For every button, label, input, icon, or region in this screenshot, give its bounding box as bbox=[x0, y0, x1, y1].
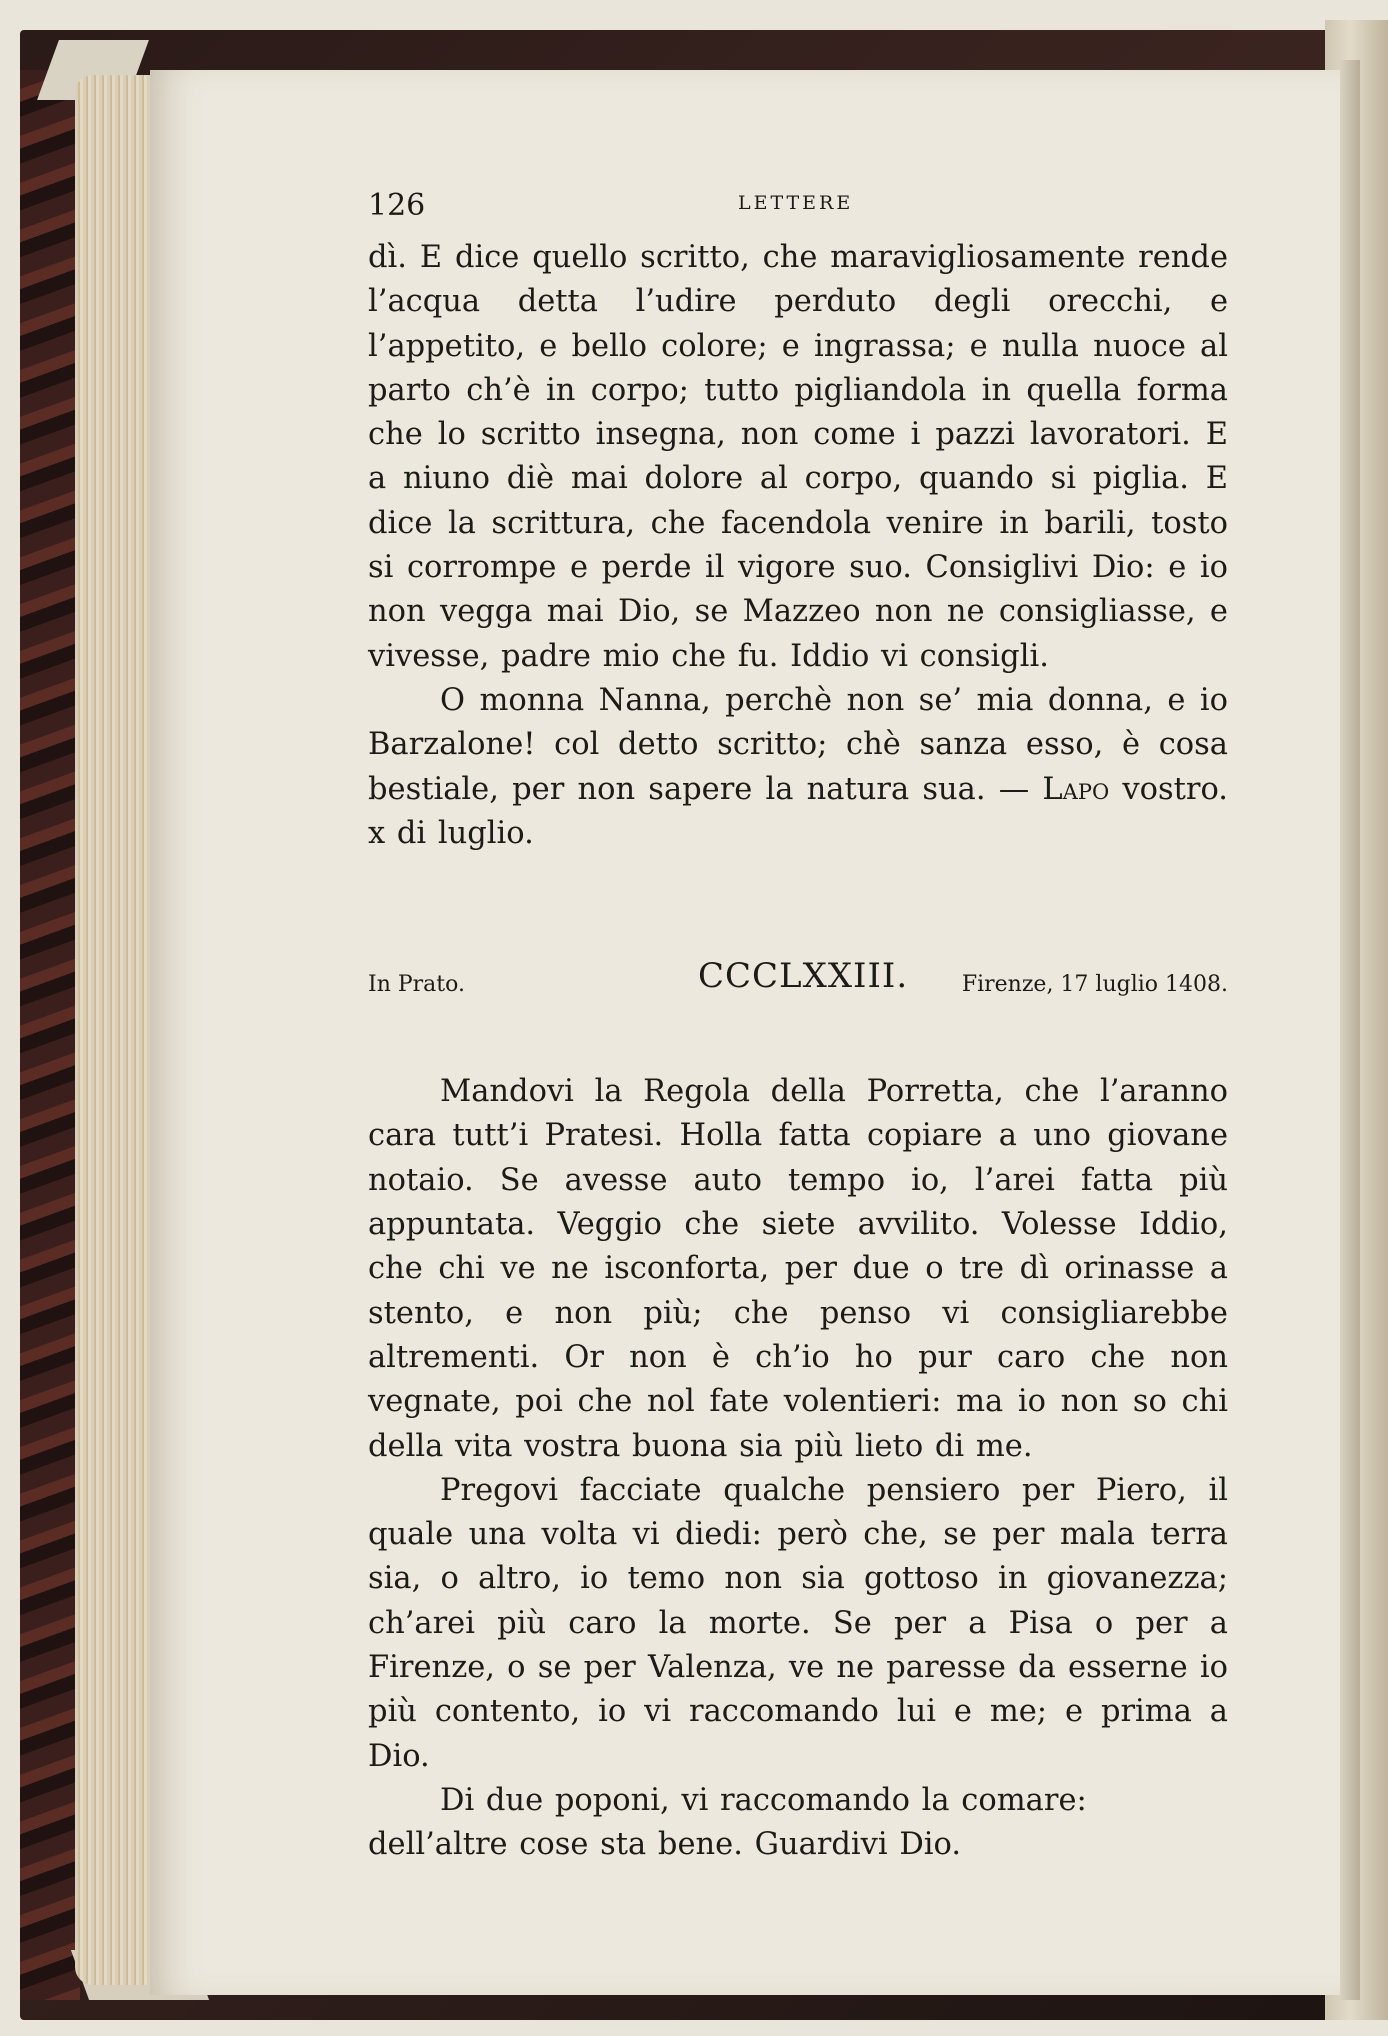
letter-heading bbox=[368, 956, 1228, 1016]
letter-paragraph: Pregovi facciate qualche pensiero per Piero, il quale una volta vi diedi: però che, se per mala terra sia, o altro, io temo non sia gottoso in giovanezza; ch’arei più caro la morte. Se per a Pisa o per a Firenze, o se per Valenza, ve ne paresse da esserne io più contento, io vi raccomando lui e me; e prima a Dio. bbox=[368, 1472, 1228, 1774]
page-gutter bbox=[1340, 60, 1360, 2000]
letter-place-date: Firenze, 17 luglio 1408. bbox=[961, 972, 1228, 998]
letter-paragraph: Mandovi la Regola della Porretta, che l’aranno cara tutt’i Pratesi. Holla fatta copiare a uno giovane notaio. Se avesse auto tempo io, l’arei fatta più appuntata. Veggio che siete avvilito. Volesse Iddio, che chi ve ne isconforta, per due o tre dì orinasse a stento, e non più; che penso vi consigliarebbe altrementi. Or non è ch’io ho pur caro che non vegnate, poi che nol fate volentieri: ma io non so chi della vita vostra buona sia più lieto di me. bbox=[368, 1074, 1228, 1464]
recipient-place: In Prato. bbox=[368, 972, 465, 998]
page-header bbox=[368, 180, 1228, 236]
marbled-binding bbox=[20, 70, 80, 2000]
letter-number: CCCLXXIII. bbox=[698, 956, 909, 997]
letter-closing-paragraph bbox=[368, 679, 1228, 856]
text-block bbox=[368, 180, 1228, 1868]
letter-paragraph: dì. E dice quello scritto, che maravigliosamente rende l’acqua detta l’udire perduto degli orecchi, e l’appetito, e bello colore; e ingrassa; e nulla nuoce al parto ch’è in corpo; tutto pigliandola in quella forma che lo scritto insegna, non come i pazzi lavoratori. E a niuno diè mai dolore al corpo, quando si piglia. E dice la scrittura, che facendola venire in barili, tosto si corrompe e perde il vigore suo. Consiglivi Dio: e io non vegga mai Dio, se Mazzeo non ne consigliasse, e vivesse, padre mio che fu. Iddio vi consigli. bbox=[368, 240, 1228, 674]
closing-date: vostro. x di luglio. bbox=[368, 771, 1228, 851]
closing-text: O monna Nanna, perchè non se’ mia donna, e io Barzalone! col detto scritto; chè sanza esso, è cosa bestiale, per non sapere la natura sua. — bbox=[368, 682, 1228, 807]
page-number: 126 bbox=[368, 188, 426, 223]
letter-paragraph: Di due poponi, vi raccomando la comare: dell’altre cose sta bene. Guardivi Dio. bbox=[368, 1782, 1087, 1863]
signature: Lapo bbox=[1042, 771, 1110, 807]
running-head: LETTERE bbox=[738, 192, 854, 214]
